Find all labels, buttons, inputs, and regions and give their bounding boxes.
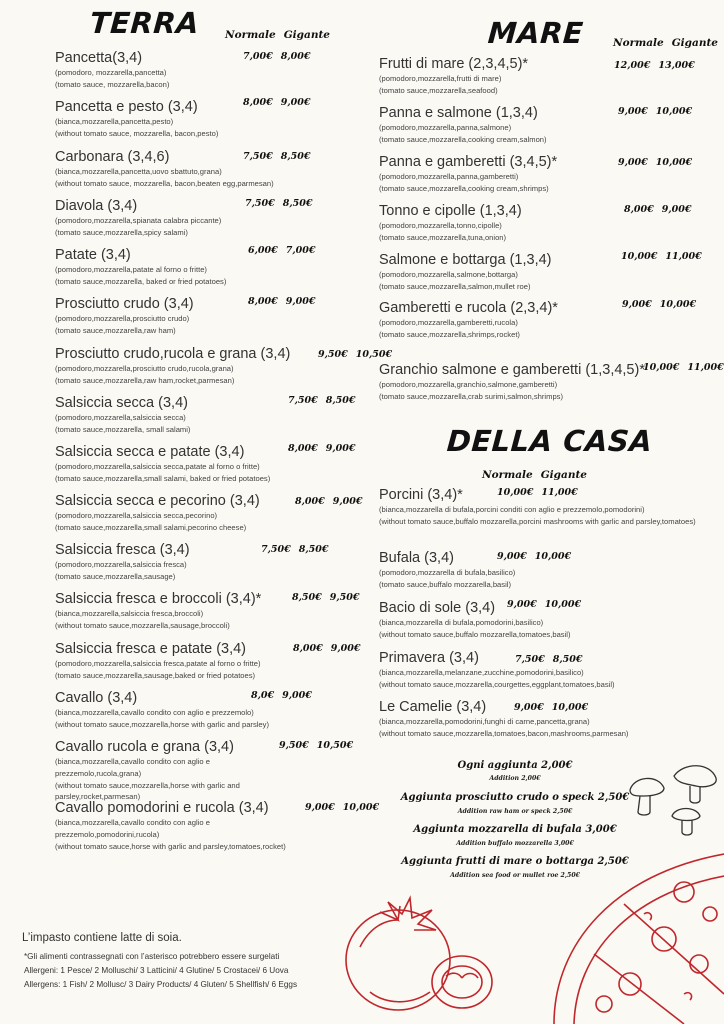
price-gigante: 9,00€	[285, 296, 316, 307]
price-normale: 8,00€	[248, 296, 278, 307]
menu-item-description	[55, 707, 375, 731]
price-gigante: 8,50€	[282, 198, 313, 209]
gigante-label: Gigante	[671, 37, 718, 49]
pizza-illustration	[534, 844, 724, 1024]
menu-item-prices	[295, 496, 363, 507]
menu-item-description	[55, 264, 375, 288]
menu-item-prices	[507, 599, 581, 610]
menu-item	[55, 99, 375, 140]
description-italian: (pomodoro,mozzarella,spianata calabra piccante)	[55, 216, 222, 225]
price-gigante: 11,00€	[541, 487, 578, 498]
price-normale: 8,50€	[292, 592, 322, 603]
description-italian: (pomodoro,mozzarella,gamberetti,rucola)	[379, 318, 518, 327]
description-english: (tomato sauce,mozzarella,tuna,onion)	[379, 232, 507, 242]
description-english: (tomato sauce,mozzarella,raw ham,rocket,parmesan)	[55, 375, 235, 385]
description-english: (without tomato sauce,mozzarella,courgettes,eggplant,tomatoes,basil)	[379, 679, 615, 689]
menu-item-name: Prosciutto crudo (3,4)	[55, 296, 194, 312]
menu-item-description	[55, 412, 375, 436]
price-normale: 10,00€	[621, 251, 658, 262]
price-normale: 10,00€	[643, 362, 680, 373]
normale-label: Normale	[225, 29, 276, 41]
price-normale: 7,50€	[261, 544, 291, 555]
description-italian: (pomodoro,mozzarella di bufala,basilico)	[379, 568, 516, 577]
menu-item-name: Granchio salmone e gamberetti (1,3,4,5)*	[379, 362, 645, 378]
price-gigante: 9,00€	[325, 443, 356, 454]
menu-item-prices	[245, 198, 313, 209]
description-italian: (pomodoro,mozzarella,panna,gamberetti)	[379, 172, 519, 181]
price-columns-header	[613, 37, 718, 49]
price-gigante: 8,00€	[280, 51, 311, 62]
price-normale: 8,00€	[293, 643, 323, 654]
menu-item-description	[379, 504, 699, 528]
menu-item-description	[55, 116, 375, 140]
soy-note: L’impasto contiene latte di soia.	[22, 932, 182, 944]
price-normale: 9,00€	[514, 702, 544, 713]
price-normale: 8,00€	[243, 97, 273, 108]
menu-item-description	[55, 817, 375, 852]
description-italian: (pomodoro,mozzarella,salsiccia secca,patate al forno o fritte)	[55, 462, 260, 471]
menu-item-prices	[243, 97, 311, 108]
price-normale: 9,50€	[279, 740, 309, 751]
price-gigante: 10,00€	[659, 299, 697, 310]
price-gigante: 8,50€	[325, 395, 356, 406]
description-italian: (bianca,mozzarella,pancetta,pesto)	[55, 117, 174, 126]
price-gigante: 10,00€	[655, 106, 693, 117]
tomato-illustration	[340, 892, 500, 1022]
description-english: (without tomato sauce,horse with garlic and parsley,tomatoes,rocket)	[55, 841, 286, 851]
description-english: (tomato sauce,mozzarella,small salami,pecorino cheese)	[55, 522, 247, 532]
menu-item-name: Salsiccia secca (3,4)	[55, 395, 188, 411]
menu-item-prices	[618, 157, 692, 168]
description-english: (tomato sauce,mozzarella,cooking cream,salmon)	[379, 134, 547, 144]
price-gigante: 10,00€	[551, 702, 589, 713]
description-italian: (pomodoro,mozzarella,salsiccia secca)	[55, 413, 186, 422]
extra-option-english: Addition buffalo mozzarella 3,00€	[456, 840, 574, 847]
normale-label: Normale	[482, 469, 533, 481]
menu-item-name: Pancetta(3,4)	[55, 50, 143, 66]
menu-item-name: Cavallo (3,4)	[55, 690, 138, 706]
menu-item-description	[55, 215, 375, 239]
price-normale: 7,50€	[243, 151, 273, 162]
extra-option-english: Addition raw ham or speck 2,50€	[457, 808, 573, 815]
description-english: (tomato sauce,mozzarella, baked or fried potatoes)	[55, 276, 227, 286]
menu-item-prices	[621, 251, 702, 262]
menu-item-prices	[248, 296, 316, 307]
menu-item-description	[55, 313, 375, 337]
menu-item-prices	[293, 643, 361, 654]
extra-option: Aggiunta mozzarella di bufala 3,00€	[413, 824, 617, 835]
menu-item-description	[379, 567, 699, 591]
description-english: (tomato sauce,mozzarella, small salami)	[55, 424, 191, 434]
price-normale: 7,50€	[515, 654, 545, 665]
price-normale: 6,00€	[248, 245, 278, 256]
menu-item	[55, 149, 375, 190]
menu-item-name: Primavera (3,4)	[379, 650, 479, 666]
description-italian: (bianca,mozzarella di bufala,porcini conditi con aglio e prezzemolo,pomodorini)	[379, 505, 645, 514]
menu-item-description	[379, 317, 679, 341]
menu-item-prices	[279, 740, 353, 751]
description-english: (without tomato sauce,buffalo mozzarella,porcini mashrooms with garlic and parsley,tomatoes)	[379, 516, 696, 526]
menu-item	[55, 198, 375, 239]
description-italian: (pomodoro,mozzarella,granchio,salmone,gamberetti)	[379, 380, 558, 389]
description-italian: (bianca,mozzarella,pomodorini,funghi di carne,pancetta,grana)	[379, 717, 590, 726]
price-gigante: 8,50€	[280, 151, 311, 162]
menu-item-name: Cavallo pomodorini e rucola (3,4)	[55, 800, 269, 816]
menu-item-name: Patate (3,4)	[55, 247, 131, 263]
price-gigante: 9,00€	[330, 643, 361, 654]
allergens-italian: Allergeni: 1 Pesce/ 2 Molluschi/ 3 Latticini/ 4 Glutine/ 5 Crostacei/ 6 Uova	[24, 966, 289, 975]
menu-item-name: Salsiccia fresca (3,4)	[55, 542, 190, 558]
description-italian: (pomodoro,mozzarella,prosciutto crudo,rucola,grana)	[55, 364, 234, 373]
menu-item	[379, 362, 679, 403]
menu-item-description	[379, 73, 679, 97]
menu-item-name: Panna e salmone (1,3,4)	[379, 105, 538, 121]
menu-item-description	[379, 171, 679, 195]
description-italian: (pomodoro,mozzarella,prosciutto crudo)	[55, 314, 190, 323]
description-english: (without tomato sauce,buffalo mozzarella,tomatoes,basil)	[379, 629, 571, 639]
description-italian: (pomodoro,mozzarella,salmone,bottarga)	[379, 270, 518, 279]
menu-item-name: Le Camelie (3,4)	[379, 699, 487, 715]
description-italian: (pomodoro, mozzarella,pancetta)	[55, 68, 167, 77]
menu-item-prices	[497, 487, 578, 498]
price-normale: 9,50€	[318, 349, 348, 360]
gigante-label: Gigante	[283, 29, 330, 41]
description-english: (tomato sauce,mozzarella,salmon,mullet roe)	[379, 281, 531, 291]
section-title-terra: TERRA	[88, 6, 201, 40]
description-english: (without tomato sauce,mozzarella,tomatoes,bacon,mashrooms,parmesan)	[379, 728, 629, 738]
menu-item-name: Diavola (3,4)	[55, 198, 138, 214]
menu-item	[55, 247, 375, 288]
description-italian: (pomodoro,mozzarella,salsiccia fresca,patate al forno o fritte)	[55, 659, 261, 668]
menu-item-name: Bufala (3,4)	[379, 550, 454, 566]
price-gigante: 11,00€	[665, 251, 702, 262]
menu-item-description	[55, 166, 375, 190]
description-english: (without tomato sauce,mozzarella,horse with garlic and parsley)	[55, 719, 269, 729]
description-english: (tomato sauce,mozzarella,sausage,baked or fried potatoes)	[55, 670, 256, 680]
menu-item-prices	[288, 395, 356, 406]
menu-item-description	[379, 220, 679, 244]
section-title-della-casa: DELLA CASA	[445, 424, 654, 458]
price-normale: 10,00€	[497, 487, 534, 498]
menu-item-name: Porcini (3,4)*	[379, 487, 463, 503]
frozen-note: *Gli alimenti contrassegnati con l’asterisco potrebbero essere surgelati	[24, 952, 280, 961]
section-title-mare: MARE	[486, 16, 585, 50]
price-gigante: 7,00€	[285, 245, 316, 256]
price-gigante: 13,00€	[658, 60, 695, 71]
price-gigante: 10,50€	[316, 740, 354, 751]
menu-item-prices	[497, 551, 571, 562]
menu-item-prices	[514, 702, 588, 713]
menu-item-name: Carbonara (3,4,6)	[55, 149, 170, 165]
description-italian: (bianca,mozzarella,cavallo condito con aglio e prezzemolo)	[55, 708, 254, 717]
description-english: (tomato sauce,buffalo mozzarella,basil)	[379, 579, 511, 589]
price-gigante: 9,00€	[661, 204, 692, 215]
price-normale: 8,00€	[295, 496, 325, 507]
menu-item-name: Tonno e cipolle (1,3,4)	[379, 203, 522, 219]
description-english: (without tomato sauce, mozzarella, bacon,beaten egg,parmesan)	[55, 178, 274, 188]
menu-item-prices	[614, 60, 695, 71]
description-english: (tomato sauce,mozzarella,spicy salami)	[55, 227, 188, 237]
price-normale: 7,50€	[245, 198, 275, 209]
menu-item	[55, 690, 375, 731]
price-normale: 9,00€	[618, 106, 648, 117]
price-columns-header	[225, 29, 330, 41]
description-italian: (bianca,mozzarella,pancetta,uovo sbattuto,grana)	[55, 167, 222, 176]
description-italian: (pomodoro,mozzarella,salsiccia secca,pecorino)	[55, 511, 218, 520]
price-normale: 12,00€	[614, 60, 651, 71]
price-normale: 9,00€	[507, 599, 537, 610]
menu-item-name: Prosciutto crudo,rucola e grana (3,4)	[55, 346, 291, 362]
price-gigante: 9,00€	[332, 496, 363, 507]
menu-item	[55, 50, 375, 91]
menu-item-prices	[248, 245, 316, 256]
menu-item-prices	[261, 544, 329, 555]
price-normale: 9,00€	[305, 802, 335, 813]
menu-item	[55, 296, 375, 337]
description-english: (without tomato sauce,mozzarella,sausage,broccoli)	[55, 620, 230, 630]
menu-item-description	[55, 658, 375, 682]
description-italian: (pomodoro,mozzarella,frutti di mare)	[379, 74, 502, 83]
price-gigante: 10,50€	[355, 349, 393, 360]
price-normale: 9,00€	[618, 157, 648, 168]
menu-item-prices	[243, 51, 311, 62]
price-normale: 7,50€	[288, 395, 318, 406]
extra-option-english: Addition 2,00€	[489, 775, 541, 782]
price-gigante: 9,50€	[329, 592, 360, 603]
description-italian: (bianca,mozzarella,salsiccia fresca,broccoli)	[55, 609, 204, 618]
menu-item-description	[379, 269, 679, 293]
menu-item-description	[55, 461, 375, 485]
menu-item-description	[55, 559, 375, 583]
menu-item-description	[55, 510, 375, 534]
menu-item-prices	[515, 654, 583, 665]
description-english: (without tomato sauce, mozzarella, bacon,pesto)	[55, 128, 219, 138]
price-gigante: 10,00€	[655, 157, 693, 168]
description-italian: (pomodoro,mozzarella,panna,salmone)	[379, 123, 512, 132]
menu-item-name: Bacio di sole (3,4)	[379, 600, 496, 616]
menu-item-prices	[251, 690, 312, 701]
price-normale: 8,00€	[288, 443, 318, 454]
menu-item-description	[379, 667, 699, 691]
menu-item-prices	[624, 204, 692, 215]
description-english: (tomato sauce,mozzarella,seafood)	[379, 85, 498, 95]
price-gigante: 8,50€	[298, 544, 329, 555]
description-english: (tomato sauce, mozzarella,bacon)	[55, 79, 170, 89]
price-normale: 8,00€	[624, 204, 654, 215]
menu-item-prices	[622, 299, 696, 310]
description-english: (tomato sauce,mozzarella,crab surimi,salmon,shrimps)	[379, 391, 563, 401]
menu-item-description	[55, 67, 375, 91]
extra-option-english: Addition sea food or mullet roe 2,50€	[450, 872, 580, 879]
gigante-label: Gigante	[540, 469, 587, 481]
price-normale: 8,0€	[251, 690, 275, 701]
menu-item-description	[379, 617, 699, 641]
menu-item-prices	[618, 106, 692, 117]
menu-item-prices	[243, 151, 311, 162]
price-normale: 7,00€	[243, 51, 273, 62]
menu-item-name: Panna e gamberetti (3,4,5)*	[379, 154, 558, 170]
description-english: (tomato sauce,mozzarella,cooking cream,shrimps)	[379, 183, 549, 193]
menu-item-prices	[288, 443, 356, 454]
menu-item-name: Cavallo rucola e grana (3,4)	[55, 739, 234, 755]
menu-item-description	[379, 122, 679, 146]
menu-item-prices	[318, 349, 392, 360]
extra-option: Aggiunta frutti di mare o bottarga 2,50€	[401, 856, 629, 867]
menu-item-description	[55, 363, 375, 387]
description-english: (without tomato sauce,mozzarella,horse with garlic and parsley,rocket,parmesan)	[55, 780, 240, 802]
menu-item-name: Frutti di mare (2,3,4,5)*	[379, 56, 529, 72]
description-italian: (bianca,mozzarella,melanzane,zucchine,pomodorini,basilico)	[379, 668, 584, 677]
menu-item-description	[55, 756, 375, 803]
menu-item-description	[55, 608, 375, 632]
extra-option: Ogni aggiunta 2,00€	[457, 760, 573, 771]
menu-item-name: Salsiccia fresca e patate (3,4)	[55, 641, 247, 657]
extra-option: Aggiunta prosciutto crudo o speck 2,50€	[400, 792, 630, 803]
price-gigante: 11,00€	[687, 362, 724, 373]
menu-item-description	[379, 716, 699, 740]
description-italian: (pomodoro,mozzarella,salsiccia fresca)	[55, 560, 187, 569]
description-italian: (bianca,mozzarella,cavallo condito con aglio e prezzemolo,rucola,grana)	[55, 757, 210, 778]
normale-label: Normale	[613, 37, 664, 49]
menu-item-name: Salsiccia secca e patate (3,4)	[55, 444, 245, 460]
menu-item-prices	[643, 362, 724, 373]
description-italian: (pomodoro,mozzarella,tonno,cipolle)	[379, 221, 502, 230]
menu-item-name: Gamberetti e rucola (2,3,4)*	[379, 300, 558, 316]
description-english: (tomato sauce,mozzarella,sausage)	[55, 571, 176, 581]
allergens-english: Allergens: 1 Fish/ 2 Mollusc/ 3 Dairy Products/ 4 Gluten/ 5 Shellfish/ 6 Eggs	[24, 980, 298, 989]
price-gigante: 10,00€	[342, 802, 380, 813]
description-italian: (bianca,mozzarella di bufala,pomodorini,basilico)	[379, 618, 544, 627]
description-italian: (bianca,mozzarella,cavallo condito con aglio e prezzemolo,pomodorini,rucola)	[55, 818, 210, 839]
menu-item-prices	[292, 592, 360, 603]
price-gigante: 8,50€	[552, 654, 583, 665]
price-gigante: 10,00€	[544, 599, 582, 610]
menu-item-name: Pancetta e pesto (3,4)	[55, 99, 198, 115]
description-english: (tomato sauce,mozzarella,small salami, baked or fried potatoes)	[55, 473, 271, 483]
description-italian: (pomodoro,mozzarella,patate al forno o fritte)	[55, 265, 207, 274]
menu-item-description	[379, 379, 679, 403]
price-columns-header	[482, 469, 587, 481]
description-english: (tomato sauce,mozzarella,shrimps,rocket)	[379, 329, 520, 339]
menu-item-name: Salsiccia fresca e broccoli (3,4)*	[55, 591, 262, 607]
price-gigante: 9,00€	[280, 97, 311, 108]
price-gigante: 9,00€	[282, 690, 312, 701]
price-normale: 9,00€	[622, 299, 652, 310]
menu-item-name: Salsiccia secca e pecorino (3,4)	[55, 493, 260, 509]
price-gigante: 10,00€	[534, 551, 572, 562]
price-normale: 9,00€	[497, 551, 527, 562]
menu-item-name: Salmone e bottarga (1,3,4)	[379, 252, 552, 268]
description-english: (tomato sauce,mozzarella,raw ham)	[55, 325, 176, 335]
